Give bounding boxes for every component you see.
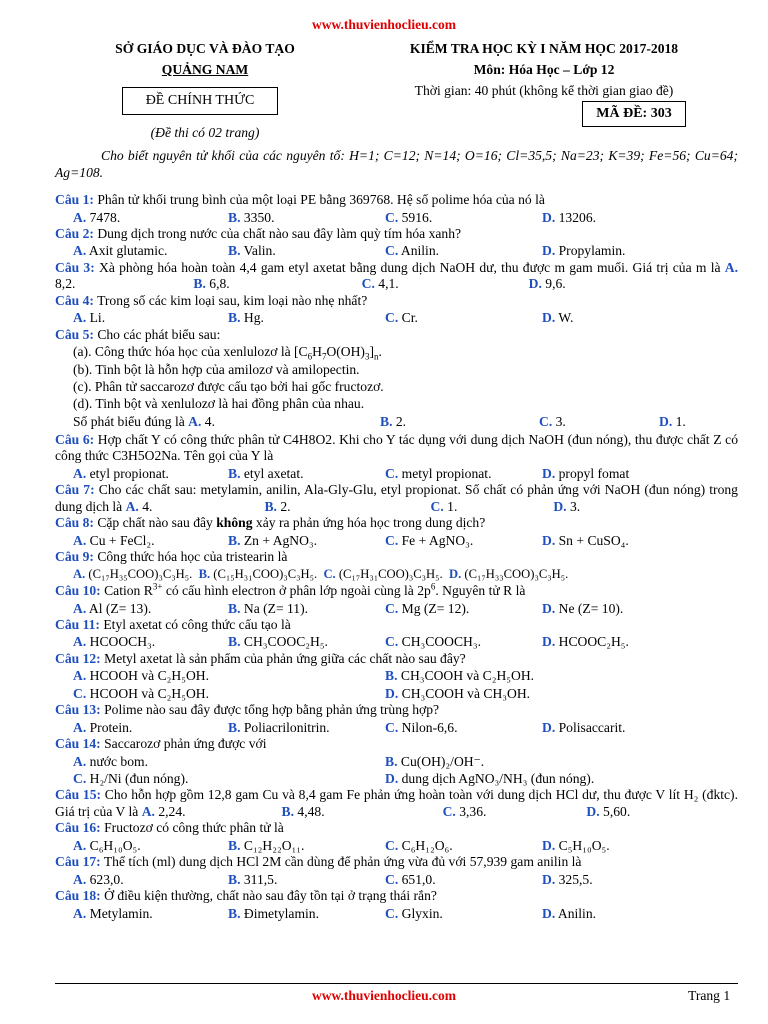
- option-d: D. CH₃COOH và CH₃OH.: [385, 685, 531, 701]
- option-d: D. Polisaccarit.: [542, 719, 626, 735]
- option-d: D. W.: [542, 310, 574, 326]
- option-a: A. (C₁₇H₃₅COO)₃C₃H₅.: [73, 566, 193, 581]
- option-b: B. (C₁₅H₃₁COO)₃C₃H₅.: [198, 566, 318, 581]
- province: QUẢNG NAM: [161, 62, 249, 77]
- question-4: Câu 4: Trong số các kim loại sau, kim loại nào nhẹ nhất? A. Li. B. Hg. C. Cr. D. W.: [55, 293, 738, 327]
- option-c: C. 651,0.: [385, 871, 436, 887]
- option-b: B. CH₃COOC₂H₅.: [228, 634, 328, 650]
- option-d: D. Anilin.: [542, 905, 597, 921]
- option-b: B. 3350.: [228, 209, 275, 225]
- option-c: C. Mg (Z= 12).: [385, 600, 470, 616]
- option-c: C. Anilin.: [385, 243, 440, 259]
- option-c: C. HCOOH và C₂H₅OH.: [73, 685, 209, 701]
- option-a: A. 7478.: [73, 209, 121, 225]
- option-c: C. Glyxin.: [385, 905, 443, 921]
- question-3: Câu 3: Xà phòng hóa hoàn toàn 4,4 gam etyl axetat bằng dung dịch NaOH dư, thu được m gam muối. Giá trị của m là A. 8,2. B. 6,8. C. 4,1. D. 9,6.: [55, 259, 738, 292]
- option-d: D. dung dịch AgNO₃/NH₃ (đun nóng).: [385, 771, 595, 786]
- statement-a: (a). Công thức hóa học của xenlulozơ là $[C_6H_7O(OH)_3]_n$.: [73, 344, 382, 362]
- option-b: B. Zn + AgNO₃.: [228, 532, 318, 548]
- option-a: A. Al (Z= 13).: [73, 600, 152, 616]
- option-a: A. C₆H₁₀O₅.: [73, 837, 141, 853]
- question-9: Câu 9: Công thức hóa học của tristearin là A. (C₁₇H₃₅COO)₃C₃H₅. B. (C₁₅H₃₁COO)₃C₃H₅. C. (C₁₇H₃₁COO)₃C₃H₅. D. (C₁₇H₃₃COO)₃C₃H₅.: [55, 549, 569, 581]
- statement-b: (b). Tinh bột là hỗn hợp của amilozơ và amilopectin.: [73, 361, 360, 377]
- option-c: C. C₆H₁₂O₆.: [385, 837, 453, 853]
- question-12: Câu 12: Metyl axetat là sản phẩm của phản ứng giữa các chất nào sau đây? A. HCOOH và C₂H₅OH. B. CH₃COOH và C₂H₅OH. C. HCOOH và C₂H₅OH. D. CH₃COOH và CH₃OH.: [55, 651, 738, 702]
- option-a: A. etyl propionat.: [73, 465, 169, 481]
- option-b: B. 311,5.: [228, 871, 278, 887]
- atomic-masses: Cho biết nguyên tử khối của các nguyên tố: H=1; C=12; N=14; O=16; Cl=35,5; Na=23; K=39; Fe=56; Cu=64; Ag=108.: [55, 148, 738, 180]
- option-c: C. Nilon-6,6.: [385, 719, 458, 735]
- question-5: Câu 5: Cho các phát biểu sau: (a). Công thức hóa học của xenlulozơ là $[C_6H_7O(OH)_3]_n$. (b). Tinh bột là hỗn hợp của amilozơ và amilopectin. (c). Phân tử saccarozơ được cấu tạo bởi hai gốc fructozơ. (d). Tinh bột và xenlulozơ là hai đồng phân của nhau. Số phát biểu đúng là A. 4. B. 2. C. 3. D. 1.: [55, 327, 738, 430]
- exam-title: KIỂM TRA HỌC KỲ I NĂM HỌC 2017-2018: [409, 41, 679, 56]
- question-1: [55, 192, 738, 226]
- option-a: A. Cu + FeCl₂.: [73, 532, 155, 548]
- footer-divider: [55, 983, 738, 984]
- option-b: B. Cu(OH)₂/OH⁻.: [385, 753, 485, 769]
- option-d: D. HCOOC₂H₅.: [542, 634, 629, 650]
- question-6: Câu 6: Hợp chất Y có công thức phân tử C4H8O2. Khi cho Y tác dụng với dung dịch NaOH (đun nóng), thu được chất Z có công thức C3H5O2Na. Tên gọi của Y là A. etyl propionat. B. etyl axetat. C. metyl propionat. D. propyl fomat: [55, 431, 738, 481]
- option-b: B. Valin.: [228, 243, 276, 259]
- option-d: D. Sn + CuSO₄.: [542, 532, 629, 548]
- question-8: Câu 8: Cặp chất nào sau đây không xảy ra phản ứng hóa học trong dung dịch? A. Cu + FeCl₂. B. Zn + AgNO₃. C. Fe + AgNO₃. D. Sn + CuSO₄.: [55, 515, 738, 549]
- question-7: Câu 7: Cho các chất sau: metylamin, anilin, Ala-Gly-Glu, etyl propionat. Số chất có phản ứng với NaOH (đun nóng) trong dung dịch là A. 4. B. 2. C. 1. D. 3.: [55, 482, 738, 514]
- question-15: Câu 15: Cho hỗn hợp gồm 12,8 gam Cu và 8,4 gam Fe phản ứng hoàn toàn với dung dịch HCl dư, thu được V lít H₂ (đktc). Giá trị của V là A. 2,24. B. 4,48. C. 3,36. D. 5,60.: [55, 787, 738, 819]
- option-d: D. Propylamin.: [542, 243, 626, 259]
- option-d: D. 325,5.: [542, 871, 593, 887]
- option-c: C. Cr.: [385, 310, 418, 326]
- option-d: D. C₅H₁₀O₅.: [542, 837, 610, 853]
- option-b: B. C₁₂H₂₂O₁₁.: [228, 837, 305, 853]
- statement-c: (c). Phân tử saccarozơ được cấu tạo bởi hai gốc fructozơ.: [73, 379, 384, 395]
- option-b: B. CH₃COOH và C₂H₅OH.: [385, 668, 535, 684]
- option-c: C. (C₁₇H₃₁COO)₃C₃H₅.: [323, 566, 443, 581]
- option-b: B. Na (Z= 11).: [228, 600, 309, 616]
- question-11: Câu 11: Etyl axetat có công thức cấu tạo là A. HCOOCH₃. B. CH₃COOC₂H₅. C. CH₃COOCH₃. D. HCOOC₂H₅.: [55, 617, 738, 651]
- option-b: B. etyl axetat.: [228, 465, 304, 481]
- option-d: D. (C₁₇H₃₃COO)₃C₃H₅.: [449, 566, 569, 581]
- site-url-bottom[interactable]: www.thuvienhoclieu.com: [311, 988, 456, 1003]
- question-17: Câu 17: Thể tích (ml) dung dịch HCl 2M cần dùng để phản ứng vừa đủ với 57,939 gam anilin là A. 623,0. B. 311,5. C. 651,0. D. 325,5.: [55, 854, 738, 888]
- exam-time: Thời gian: 40 phút (không kể thời gian giao đề): [414, 83, 674, 98]
- official-box: ĐỀ CHÍNH THỨC: [122, 87, 278, 115]
- department: SỞ GIÁO DỤC VÀ ĐÀO TẠO: [115, 41, 295, 56]
- question-label: Câu 1:: [55, 192, 94, 207]
- question-16: Câu 16: Fructozơ có công thức phân tử là A. C₆H₁₀O₅. B. C₁₂H₂₂O₁₁. C. C₆H₁₂O₆. D. C₅H₁₀O₅.: [55, 820, 738, 854]
- question-text: Phân tử khối trung bình của một loại PE bằng 369768. Hệ số polime hóa của nó là: [97, 192, 545, 207]
- option-b: B. Hg.: [228, 310, 264, 326]
- subject: Môn: Hóa Học – Lớp 12: [473, 62, 615, 77]
- option-b: B. Poliacrilonitrin.: [228, 719, 330, 735]
- option-a: A. 623,0.: [73, 871, 124, 887]
- option-d: D. Ne (Z= 10).: [542, 600, 624, 616]
- option-c: C. H₂/Ni (đun nóng).: [73, 771, 189, 786]
- option-c: C. metyl propionat.: [385, 465, 492, 481]
- option-b: B. Đimetylamin.: [228, 905, 320, 921]
- option-a: A. Protein.: [73, 719, 133, 735]
- statement-d: (d). Tinh bột và xenlulozơ là hai đồng phân của nhau.: [73, 396, 365, 412]
- header-left: [80, 38, 330, 80]
- question-2: Câu 2: Dung dịch trong nước của chất nào sau đây làm quỳ tím hóa xanh? A. Axit glutamic. B. Valin. C. Anilin. D. Propylamin.: [55, 226, 738, 260]
- option-a: A. nước bom.: [73, 753, 148, 769]
- site-url-top[interactable]: www.thuvienhoclieu.com: [311, 17, 456, 32]
- question-10: Câu 10: Cation $R^{3+}$ có cấu hình electron ở phân lớp ngoài cùng là $2p^6$. Nguyên tử R là A. Al (Z= 13). B. Na (Z= 11). C. Mg (Z= 12). D. Ne (Z= 10).: [55, 583, 738, 617]
- question-13: Câu 13: Polime nào sau đây được tổng hợp bằng phản ứng trùng hợp? A. Protein. B. Poliacrilonitrin. C. Nilon-6,6. D. Polisaccarit.: [55, 702, 738, 736]
- page-number: Trang 1: [688, 988, 731, 1003]
- exam-code: MÃ ĐỀ: 303: [582, 101, 686, 127]
- option-d: D. 13206.: [542, 209, 597, 225]
- option-a: A. HCOOCH₃.: [73, 634, 156, 650]
- option-a: A. Metylamin.: [73, 905, 153, 921]
- option-c: C. CH₃COOCH₃.: [385, 634, 481, 650]
- option-d: D. propyl fomat: [542, 465, 630, 481]
- option-a: A. Axit glutamic.: [73, 243, 168, 259]
- option-c: C. Fe + AgNO₃.: [385, 532, 474, 548]
- question-list: [55, 192, 738, 922]
- page-count: (Đề thi có 02 trang): [150, 125, 260, 140]
- option-a: A. HCOOH và C₂H₅OH.: [73, 668, 209, 684]
- question-14: Câu 14: Saccarozơ phản ứng được với A. nước bom. B. Cu(OH)₂/OH⁻. C. H₂/Ni (đun nóng). D. dung dịch AgNO₃/NH₃ (đun nóng).: [55, 736, 738, 787]
- option-a: A. Li.: [73, 310, 106, 326]
- header-right: [352, 38, 736, 101]
- question-18: Câu 18: Ở điều kiện thường, chất nào sau đây tồn tại ở trạng thái rắn? A. Metylamin. B. Đimetylamin. C. Glyxin. D. Anilin.: [55, 888, 738, 922]
- option-c: C. 5916.: [385, 209, 433, 225]
